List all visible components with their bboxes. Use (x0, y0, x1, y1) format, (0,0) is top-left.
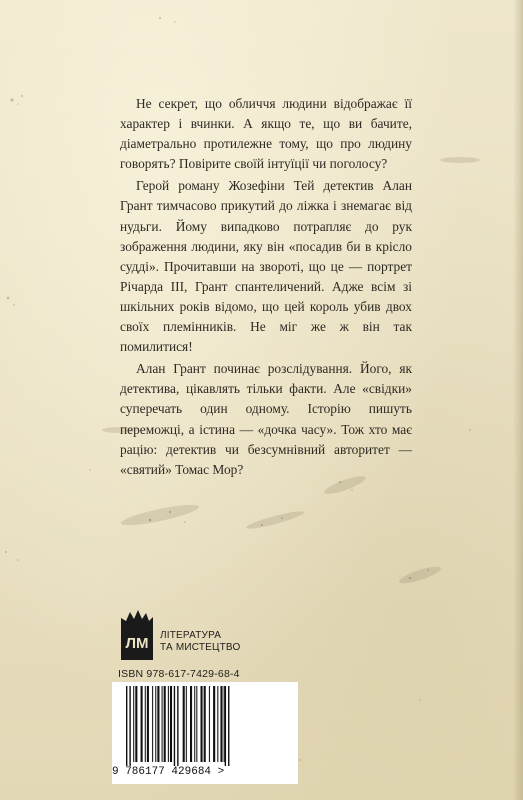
barcode-bar (225, 686, 226, 766)
blurb-paragraph-2: Герой роману Жозефіни Тей детектив Алан Грант тимчасово прикутий до ліжка і знемагає від нудьги. Йому випадково потрапляє до рук зображення людини, яку він «посадив би в крісло судді». Прочитавши на звороті, що це — портрет Річарда III, Грант спантеличений. Адже всім зі шкільних років відомо, що цей король убив двох своїх племінників. Не міг же ж він так помилитися! (120, 178, 412, 355)
barcode-bar (152, 686, 153, 762)
barcode-bar (196, 686, 197, 762)
barcode-bar (213, 686, 215, 762)
barcode-bar (135, 686, 137, 762)
barcode-bar (129, 686, 130, 766)
barcode-bar (186, 686, 187, 762)
barcode-bar (145, 686, 146, 762)
publisher-name-line2: ТА МИСТЕЦТВО (160, 642, 241, 653)
publisher-name-line1: ЛІТЕРАТУРА (160, 630, 222, 641)
publisher-logo-letters: ЛМ (125, 635, 149, 652)
barcode-bar (228, 686, 229, 766)
barcode-bar (141, 686, 143, 762)
barcode-bar (177, 686, 178, 766)
barcode-bar (183, 686, 185, 762)
blurb-paragraph-3: Алан Грант починає розслідування. Його, як детектива, цікавлять тільки факти. Але «свідки» суперечать один одному. Історію пишуть переможці, а істина — «дочка часу». Тож хто має рацію: детектив чи безсумнівний авторитет — «святий» Томас Мор? (120, 361, 412, 477)
barcode-bar (194, 686, 195, 762)
publisher-logo (118, 606, 318, 666)
blurb-text (120, 94, 412, 480)
barcode-bar (209, 686, 210, 762)
spine-shadow (513, 0, 523, 800)
barcode-bar (164, 686, 166, 762)
barcode-bar (204, 686, 206, 762)
barcode-bars (118, 686, 292, 768)
barcode-bar (224, 686, 225, 762)
barcode-bar (174, 686, 175, 766)
isbn-label: ISBN 978-617-7429-68-4 (118, 668, 240, 680)
barcode-bar (168, 686, 169, 762)
barcode-bar (147, 686, 149, 762)
barcode-digits: 9 786177 429684 > (112, 766, 225, 778)
barcode-bar (217, 686, 218, 762)
blurb-paragraph-1: Не секрет, що обличчя людини відображає її характер і вчинки. А якщо те, що ви бачите, діаметрально протилежне тому, що про людину говорять? Повірите своїй інтуїції чи поголосу? (120, 96, 412, 172)
publisher-name (160, 630, 240, 654)
barcode-bar (162, 686, 163, 762)
barcode-bar (201, 686, 203, 762)
barcode-bar (157, 686, 159, 762)
barcode (112, 682, 298, 784)
barcode-bar (126, 686, 127, 766)
barcode-bar (190, 686, 192, 762)
barcode-bar (133, 686, 134, 762)
barcode-bar (170, 686, 172, 762)
barcode-bar (220, 686, 222, 762)
barcode-bar (155, 686, 156, 762)
publisher-logo-icon (118, 606, 156, 662)
